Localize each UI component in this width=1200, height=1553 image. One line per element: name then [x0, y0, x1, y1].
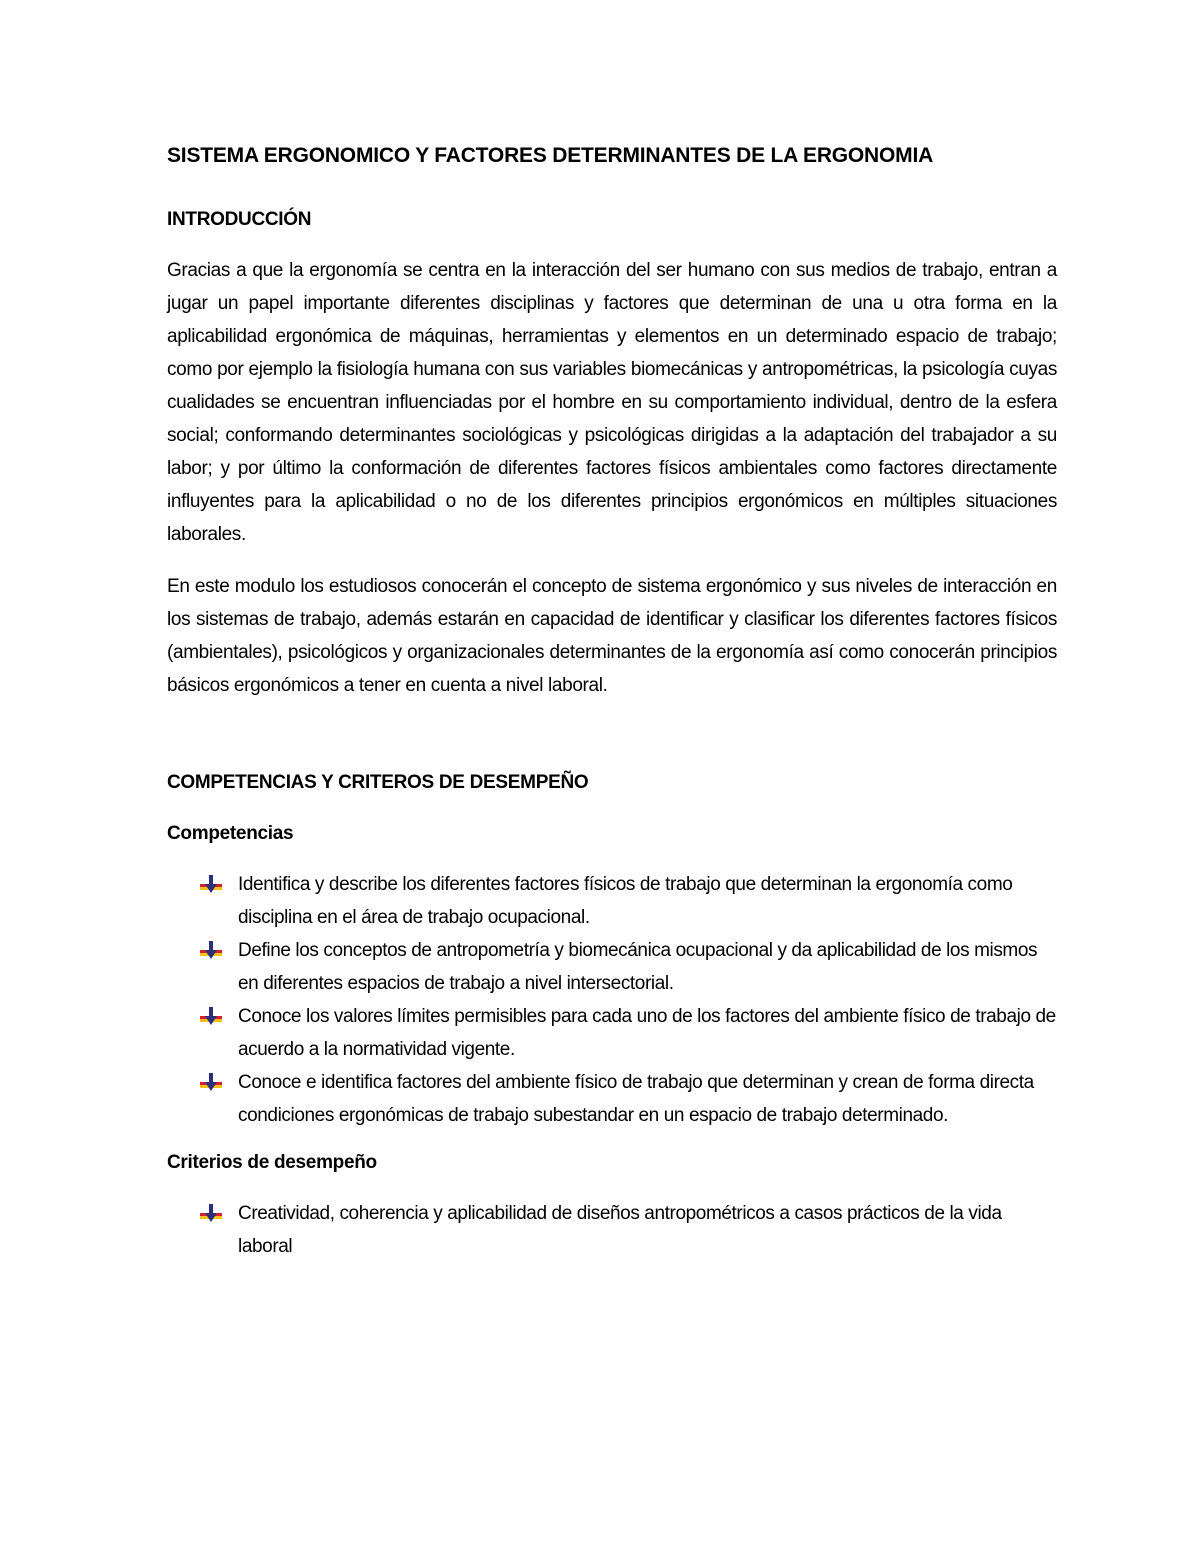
competencias-section-heading: COMPETENCIAS Y CRITEROS DE DESEMPEÑO [167, 772, 589, 793]
competencia-text: Conoce e identifica factores del ambiente físico de trabajo que determinan y crean de forma directa condiciones ergonómicas de trabajo subestandar en un espacio de trabajo determinado. [238, 1072, 1034, 1126]
competencia-text: Define los conceptos de antropometría y biomecánica ocupacional y da aplicabilidad de los mismos en diferentes espacios de trabajo a nivel intersectorial. [238, 940, 1038, 994]
criterio-text: Creatividad, coherencia y aplicabilidad de diseños antropométricos a casos prácticos de la vida laboral [238, 1203, 1002, 1257]
list-item [167, 934, 1057, 1000]
down-arrow-bullet-icon [200, 875, 222, 895]
criterios-list [167, 1197, 1057, 1263]
intro-paragraph-1: Gracias a que la ergonomía se centra en la interacción del ser humano con sus medios de trabajo, entran a jugar un papel importante diferentes disciplinas y factores que determinan de una u otra forma en la aplicabilidad ergonómica de máquinas, herramientas y elementos en un determinado espacio de trabajo; como por ejemplo la fisiología humana con sus variables biomecánicas y antropométricas, la psicología cuyas cualidades se encuentran influenciadas por el hombre en su comportamiento individual, dentro de la esfera social; conformando determinantes sociológicas y psicológicas dirigidas a la adaptación del trabajador a su labor; y por último la conformación de diferentes factores físicos ambientales como factores directamente influyentes para la aplicabilidad o no de los diferentes principios ergonómicos en múltiples situaciones laborales. [167, 260, 1057, 545]
list-item [167, 1197, 1057, 1263]
down-arrow-bullet-icon [200, 1204, 222, 1224]
competencia-text: Identifica y describe los diferentes factores físicos de trabajo que determinan la ergonomía como disciplina en el área de trabajo ocupacional. [238, 874, 1013, 928]
intro-heading: INTRODUCCIÓN [167, 209, 312, 230]
competencias-heading: Competencias [167, 823, 294, 844]
list-item [167, 868, 1057, 934]
document-page [167, 136, 1057, 1280]
section-spacer [167, 719, 1057, 769]
intro-paragraph-2: En este modulo los estudiosos conocerán el concepto de sistema ergonómico y sus niveles de interacción en los sistemas de trabajo, además estarán en capacidad de identificar y clasificar los diferentes factores físicos (ambientales), psicológicos y organizacionales determinantes de la ergonomía así como conocerán principios básicos ergonómicos a tener en cuenta a nivel laboral. [167, 576, 1057, 696]
list-item [167, 1066, 1057, 1132]
list-item [167, 1000, 1057, 1066]
document-title: SISTEMA ERGONOMICO Y FACTORES DETERMINANTES DE LA ERGONOMIA [167, 144, 934, 167]
criterios-heading: Criterios de desempeño [167, 1152, 377, 1173]
down-arrow-bullet-icon [200, 1073, 222, 1093]
down-arrow-bullet-icon [200, 941, 222, 961]
competencia-text: Conoce los valores límites permisibles para cada uno de los factores del ambiente físico de trabajo de acuerdo a la normatividad vigente. [238, 1006, 1056, 1060]
competencias-list [167, 868, 1057, 1132]
down-arrow-bullet-icon [200, 1007, 222, 1027]
